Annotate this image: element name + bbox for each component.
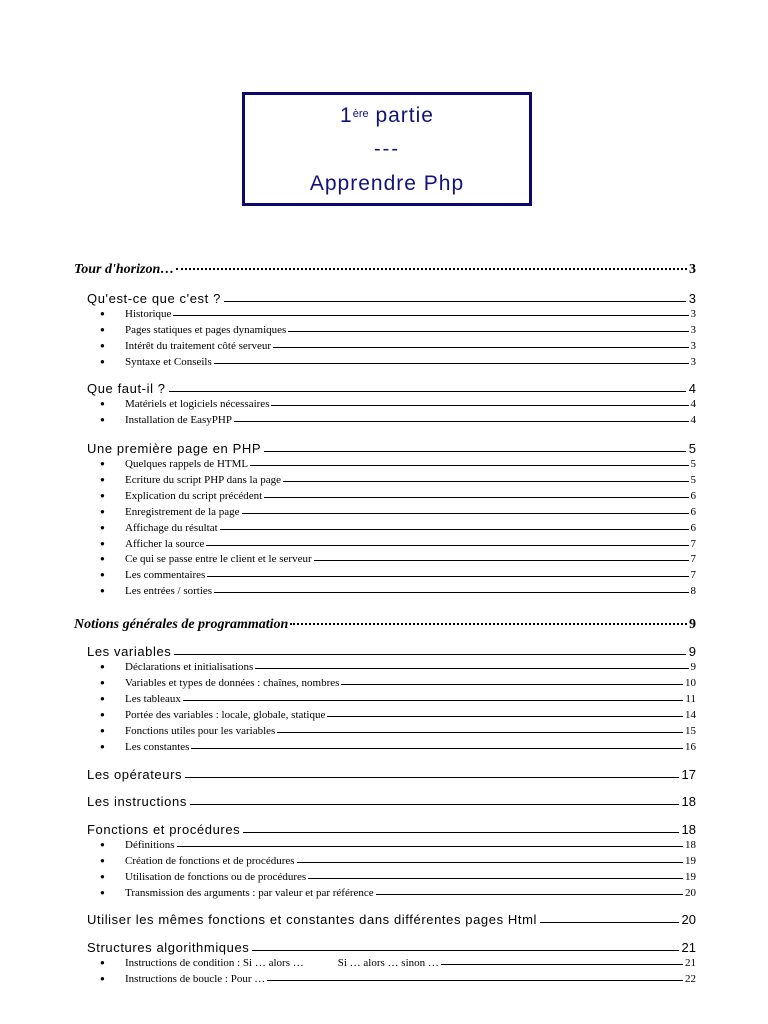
toc-page-number: 6 — [690, 506, 696, 518]
bullet-icon: ● — [100, 554, 105, 563]
toc-section-entry[interactable] — [100, 522, 696, 536]
toc-page-number: 7 — [690, 538, 696, 550]
toc-chapter-title: Structures algorithmiques — [87, 940, 250, 955]
bullet-icon: ● — [100, 539, 105, 548]
toc-section-title: Ecriture du script PHP dans la page — [125, 474, 281, 486]
toc-section-entry[interactable] — [100, 490, 696, 504]
toc-page-number: 7 — [690, 553, 696, 565]
toc-page-number: 21 — [681, 940, 696, 955]
toc-section-title: Transmission des arguments : par valeur et par référence — [125, 887, 374, 899]
dot-leader — [176, 268, 687, 270]
toc-page-number: 20 — [685, 887, 696, 899]
toc-section-entry[interactable] — [100, 957, 696, 971]
toc-page-number: 19 — [685, 871, 696, 883]
toc-section-entry[interactable] — [100, 414, 696, 428]
line-leader — [183, 700, 684, 701]
bullet-icon: ● — [100, 523, 105, 532]
bullet-icon: ● — [100, 872, 105, 881]
bullet-icon: ● — [100, 491, 105, 500]
toc-section-entry[interactable] — [100, 324, 696, 338]
toc-section-entry[interactable] — [100, 677, 696, 691]
toc-section-title: Instructions de boucle : Pour … — [125, 973, 266, 985]
toc-part-title: Tour d'horizon… — [74, 262, 175, 277]
toc-chapter-entry[interactable] — [87, 381, 696, 398]
toc-section-title: Les tableaux — [125, 693, 181, 705]
toc-chapter-entry[interactable] — [87, 644, 696, 661]
toc-chapter-title: Que faut-il ? — [87, 381, 166, 396]
toc-page-number: 5 — [690, 474, 696, 486]
toc-section-title: Syntaxe et Conseils — [125, 356, 212, 368]
toc-page-number: 9 — [690, 661, 696, 673]
toc-section-entry[interactable] — [100, 855, 696, 869]
line-leader — [234, 421, 689, 422]
toc-chapter-title: Les variables — [87, 644, 172, 659]
line-leader — [169, 391, 686, 392]
line-leader — [277, 732, 683, 733]
toc-chapter-title: Une première page en PHP — [87, 441, 262, 456]
toc-page-number: 17 — [681, 767, 696, 782]
toc-section-entry[interactable] — [100, 871, 696, 885]
toc-chapter-title: Les opérateurs — [87, 767, 183, 782]
bullet-icon: ● — [100, 341, 105, 350]
dot-leader — [290, 623, 687, 625]
bullet-icon: ● — [100, 694, 105, 703]
line-leader — [376, 894, 683, 895]
line-leader — [314, 560, 689, 561]
toc-page-number: 20 — [681, 912, 696, 927]
line-leader — [441, 964, 683, 965]
toc-page-number: 5 — [690, 458, 696, 470]
line-leader — [273, 347, 689, 348]
line-leader — [267, 980, 683, 981]
line-leader — [250, 465, 688, 466]
toc-section-title: Enregistrement de la page — [125, 506, 240, 518]
line-leader — [288, 331, 688, 332]
toc-page-number: 19 — [685, 855, 696, 867]
toc-page-number: 18 — [681, 822, 696, 837]
toc-page-number: 6 — [690, 522, 696, 534]
line-leader — [242, 513, 689, 514]
toc-page-number: 9 — [689, 617, 696, 632]
line-leader — [174, 654, 685, 655]
toc-section-title: Installation de EasyPHP — [125, 414, 232, 426]
bullet-icon: ● — [100, 958, 105, 967]
toc-chapter-entry[interactable] — [87, 794, 696, 811]
toc-page-number: 4 — [688, 381, 696, 396]
bullet-icon: ● — [100, 710, 105, 719]
line-leader — [214, 363, 689, 364]
toc-section-entry[interactable] — [100, 709, 696, 723]
toc-section-entry[interactable] — [100, 693, 696, 707]
toc-section-entry[interactable] — [100, 973, 696, 987]
line-leader — [327, 716, 683, 717]
line-leader — [264, 497, 688, 498]
toc-section-title: Variables et types de données : chaînes, nombres — [125, 677, 340, 689]
toc-page-number: 9 — [688, 644, 696, 659]
toc-chapter-entry[interactable] — [87, 940, 696, 957]
toc-section-entry[interactable] — [100, 553, 696, 567]
toc-chapter-title: Qu'est-ce que c'est ? — [87, 291, 221, 306]
line-leader — [283, 481, 689, 482]
bullet-icon: ● — [100, 459, 105, 468]
toc-page-number: 3 — [690, 356, 696, 368]
toc-section-entry[interactable] — [100, 585, 696, 599]
toc-section-title: Explication du script précédent — [125, 490, 263, 502]
bullet-icon: ● — [100, 570, 105, 579]
bullet-icon: ● — [100, 856, 105, 865]
toc-section-entry[interactable] — [100, 458, 696, 472]
toc-section-entry[interactable] — [100, 661, 696, 675]
bullet-icon: ● — [100, 415, 105, 424]
toc-page-number: 11 — [685, 693, 696, 705]
toc-part-entry[interactable] — [74, 262, 696, 280]
toc-page-number: 18 — [681, 794, 696, 809]
bullet-icon: ● — [100, 840, 105, 849]
toc-section-title: Les entrées / sorties — [125, 585, 213, 597]
toc-chapter-title: Utiliser les mêmes fonctions et constantes dans différentes pages Html — [87, 912, 538, 927]
toc-chapter-entry[interactable] — [87, 822, 696, 839]
toc-page-number: 5 — [688, 441, 696, 456]
toc-page-number: 4 — [690, 398, 696, 410]
toc-page-number: 3 — [690, 324, 696, 336]
toc-page-number: 14 — [685, 709, 696, 721]
toc-section-title: Quelques rappels de HTML — [125, 458, 249, 470]
toc-section-title: Historique — [125, 308, 172, 320]
line-leader — [252, 950, 678, 951]
bullet-icon: ● — [100, 399, 105, 408]
toc-chapter-title: Fonctions et procédures — [87, 822, 241, 837]
toc-section-title: Instructions de condition : Si … alors … — [125, 957, 304, 969]
toc-section-entry[interactable] — [100, 725, 696, 739]
toc-page-number: 4 — [690, 414, 696, 426]
toc-chapter-title: Les instructions — [87, 794, 187, 809]
bullet-icon: ● — [100, 475, 105, 484]
toc-section-entry[interactable] — [100, 839, 696, 853]
toc-page-number: 15 — [685, 725, 696, 737]
toc-section-title: Intérêt du traitement côté serveur — [125, 340, 271, 352]
toc-section-entry[interactable] — [100, 340, 696, 354]
toc-page-number: 21 — [685, 957, 696, 969]
title-main: Apprendre Php — [309, 172, 465, 195]
toc-section-title: Définitions — [125, 839, 175, 851]
toc-chapter-entry[interactable] — [87, 441, 696, 458]
toc-section-title: Déclarations et initialisations — [125, 661, 254, 673]
toc-section-title: Matériels et logiciels nécessaires — [125, 398, 270, 410]
toc-page-number: 3 — [690, 308, 696, 320]
toc-page-number: 6 — [690, 490, 696, 502]
bullet-icon: ● — [100, 974, 105, 983]
toc-page-number: 10 — [685, 677, 696, 689]
toc-page-number: 3 — [688, 291, 696, 306]
toc-page-number: 18 — [685, 839, 696, 851]
line-leader — [255, 668, 688, 669]
line-leader — [297, 862, 683, 863]
toc-page-number: 22 — [685, 973, 696, 985]
bullet-icon: ● — [100, 742, 105, 751]
toc-page-number: 8 — [690, 585, 696, 597]
line-leader — [185, 777, 678, 778]
line-leader — [243, 832, 678, 833]
line-leader — [214, 592, 688, 593]
toc-section-entry[interactable] — [100, 569, 696, 583]
line-leader — [191, 748, 683, 749]
toc-section-entry[interactable] — [100, 308, 696, 322]
toc-part-title: Notions générales de programmation — [74, 617, 289, 632]
toc-section-title: Création de fonctions et de procédures — [125, 855, 295, 867]
toc-part-entry[interactable] — [74, 617, 696, 635]
toc-section-title-extra: Si … alors … sinon … — [337, 957, 439, 969]
toc-section-entry[interactable] — [100, 506, 696, 520]
toc-chapter-entry[interactable] — [87, 291, 696, 308]
toc-page-number: 7 — [690, 569, 696, 581]
toc-section-entry[interactable] — [100, 538, 696, 552]
bullet-icon: ● — [100, 357, 105, 366]
toc-section-entry[interactable] — [100, 356, 696, 370]
toc-section-title: Ce qui se passe entre le client et le serveur — [125, 553, 312, 565]
bullet-icon: ● — [100, 888, 105, 897]
bullet-icon: ● — [100, 678, 105, 687]
toc-section-title: Les constantes — [125, 741, 190, 753]
toc-section-entry[interactable] — [100, 474, 696, 488]
toc-section-title: Fonctions utiles pour les variables — [125, 725, 276, 737]
bullet-icon: ● — [100, 325, 105, 334]
bullet-icon: ● — [100, 662, 105, 671]
toc-section-title: Portée des variables : locale, globale, statique — [125, 709, 326, 721]
line-leader — [264, 451, 686, 452]
line-leader — [271, 405, 688, 406]
bullet-icon: ● — [100, 507, 105, 516]
bullet-icon: ● — [100, 586, 105, 595]
line-leader — [206, 545, 688, 546]
toc-section-entry[interactable] — [100, 741, 696, 755]
title-part-label: 1ère partie — [340, 104, 434, 127]
line-leader — [341, 684, 683, 685]
line-leader — [224, 301, 686, 302]
line-leader — [308, 878, 683, 879]
line-leader — [207, 576, 688, 577]
toc-page-number: 16 — [685, 741, 696, 753]
title-separator: --- — [374, 138, 400, 160]
toc-page-number: 3 — [689, 262, 696, 277]
bullet-icon: ● — [100, 726, 105, 735]
toc-chapter-entry[interactable] — [87, 912, 696, 929]
toc-section-entry[interactable] — [100, 398, 696, 412]
line-leader — [540, 922, 679, 923]
line-leader — [220, 529, 689, 530]
toc-page-number: 3 — [690, 340, 696, 352]
line-leader — [177, 846, 684, 847]
toc-section-entry[interactable] — [100, 887, 696, 901]
toc-section-title: Les commentaires — [125, 569, 206, 581]
line-leader — [190, 804, 679, 805]
toc-section-title: Afficher la source — [125, 538, 205, 550]
bullet-icon: ● — [100, 309, 105, 318]
toc-section-title: Affichage du résultat — [125, 522, 218, 534]
toc-chapter-entry[interactable] — [87, 767, 696, 784]
toc-section-title: Pages statiques et pages dynamiques — [125, 324, 287, 336]
toc-section-title: Utilisation de fonctions ou de procédures — [125, 871, 307, 883]
line-leader — [173, 315, 688, 316]
